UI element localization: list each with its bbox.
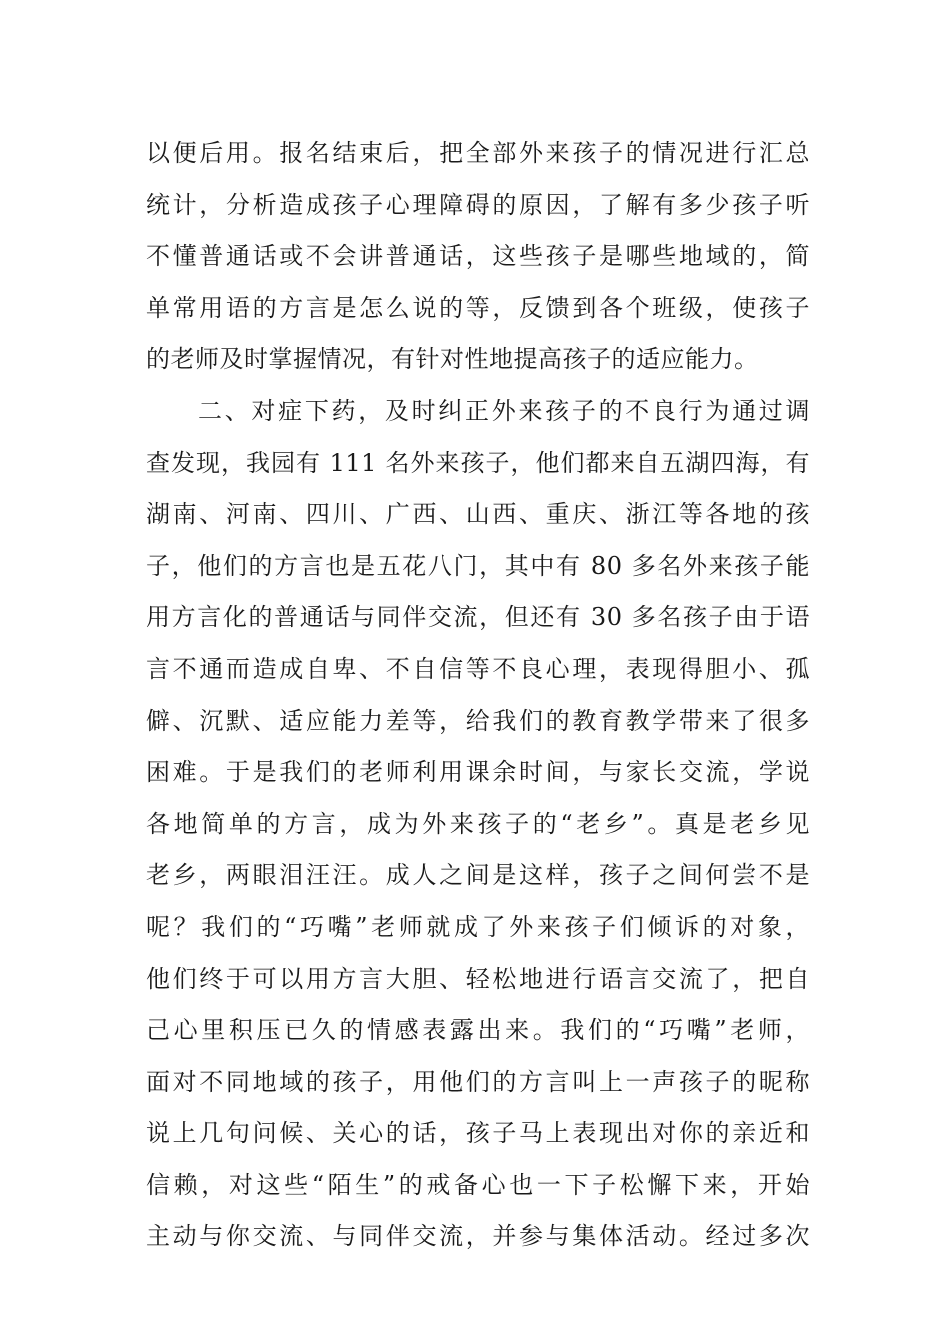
text-line: 老乡，两眼泪汪汪。成人之间是这样，孩子之间何尝不是 (146, 861, 810, 890)
text-line: 言不通而造成自卑、不自信等不良心理，表现得胆小、孤 (146, 654, 810, 683)
text-line: 用方言化的普通话与同伴交流，但还有 30 多名孩子由于语 (146, 603, 810, 632)
section-heading-line: 二、对症下药，及时纠正外来孩子的不良行为通过调 (198, 396, 810, 425)
text-line: 面对不同地域的孩子，用他们的方言叫上一声孩子的昵称 (146, 1067, 810, 1096)
text-line: 呢？我们的“巧嘴”老师就成了外来孩子们倾诉的对象， (146, 912, 810, 941)
text-line: 不懂普通话或不会讲普通话，这些孩子是哪些地域的，简 (146, 242, 810, 271)
text-line: 困难。于是我们的老师利用课余时间，与家长交流，学说 (146, 758, 810, 787)
text-line: 查发现，我园有 111 名外来孩子，他们都来自五湖四海，有 (146, 448, 810, 477)
text-line: 己心里积压已久的情感表露出来。我们的“巧嘴”老师， (146, 1016, 810, 1045)
text-line: 僻、沉默、适应能力差等，给我们的教育教学带来了很多 (146, 706, 810, 735)
body-text (146, 128, 810, 1263)
text-line: 统计，分析造成孩子心理障碍的原因，了解有多少孩子听 (146, 190, 810, 219)
text-line: 说上几句问候、关心的话，孩子马上表现出对你的亲近和 (146, 1119, 810, 1148)
text-line: 以便后用。报名结束后，把全部外来孩子的情况进行汇总 (146, 139, 810, 167)
text-line: 单常用语的方言是怎么说的等，反馈到各个班级，使孩子 (146, 293, 810, 322)
text-line: 湖南、河南、四川、广西、山西、重庆、浙江等各地的孩 (146, 500, 810, 529)
text-line: 他们终于可以用方言大胆、轻松地进行语言交流了，把自 (146, 964, 810, 993)
text-line: 各地简单的方言，成为外来孩子的“老乡”。真是老乡见 (146, 809, 810, 838)
text-line: 子，他们的方言也是五花八门，其中有 80 多名外来孩子能 (146, 551, 810, 580)
text-line: 主动与你交流、与同伴交流，并参与集体活动。经过多次 (146, 1222, 810, 1251)
text-line: 的老师及时掌握情况，有针对性地提高孩子的适应能力。 (146, 345, 759, 374)
text-line: 信赖，对这些“陌生”的戒备心也一下子松懈下来，开始 (146, 1170, 810, 1199)
